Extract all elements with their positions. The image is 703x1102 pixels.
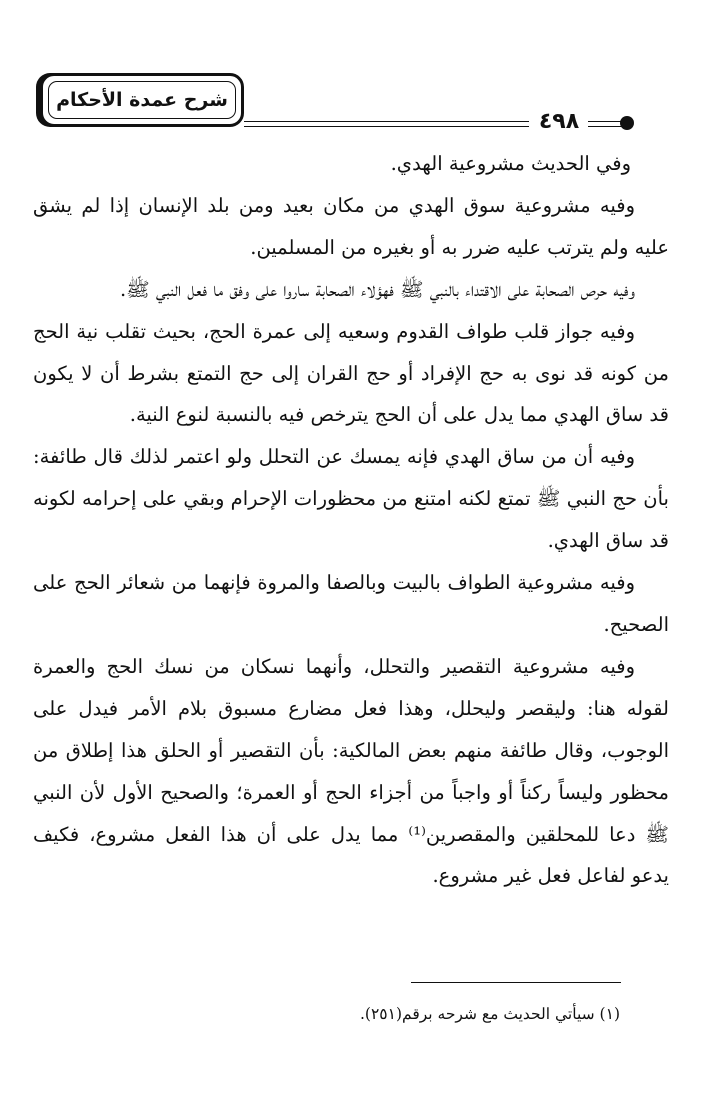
- paragraph-text: وفيه مشروعية سوق الهدي من مكان بعيد ومن بلد الإنسان إذا لم يشق عليه ولم يترتب عليه ضرر به أو بغيره من المسلمين.: [33, 193, 669, 259]
- paragraph-text: وفي الحديث مشروعية الهدي.: [390, 152, 631, 175]
- header-rule: [244, 121, 529, 122]
- book-title-frame: [40, 73, 244, 127]
- book-title: شرح عمدة الأحكام: [48, 81, 236, 119]
- page-number: ٤٩٨: [538, 109, 580, 134]
- paragraph-text: وفيه مشروعية الطواف بالبيت وبالصفا والمروة فإنهما من شعائر الحج على الصحيح.: [33, 571, 669, 636]
- body-text: [33, 143, 669, 897]
- page-number-rule: [588, 121, 624, 122]
- footnote: (١) سيأتي الحديث مع شرحه برقم(٢٥١).: [360, 1005, 620, 1023]
- header-rule: [244, 126, 529, 127]
- paragraph-text: وفيه أن من ساق الهدي فإنه يمسك عن التحلل ولو اعتمر لذلك قال طائفة: بأن حج النبي ﷺ تمتع لكنه امتنع من محظورات الإحرام وبقي على إحرامه لكونه قد ساق الهدي.: [33, 445, 669, 553]
- paragraph: [33, 143, 669, 185]
- page-number-rule: [588, 126, 624, 127]
- paragraph: [33, 185, 669, 269]
- paragraph: [33, 311, 669, 437]
- paragraph: [33, 436, 669, 562]
- paragraph-text: وفيه حرص الصحابة على الاقتداء بالنبي ﷺ فهؤلاء الصحابة ساروا على وفق ما فعل النبي ﷺ.: [119, 277, 635, 301]
- paragraph-text: وفيه مشروعية التقصير والتحلل، وأنهما نسكان من نسك الحج والعمرة لقوله هنا: وليقصر وليحلل، وهذا فعل مضارع مسبوق بلام الأمر فيدل على الوجوب، وقال طائفة منهم بعض المالكية: بأن التقصير أو الحلق هذا إطلاق من محظور وليساً ركناً أو واجباً من أجزاء الحج أو العمرة؛ والصحيح الأول لأن النبي ﷺ دعا للمحلقين والمقصرين⁽¹⁾ مما يدل على أن هذا الفعل مشروع، فكيف يدعو لفاعل فعل غير مشروع.: [33, 654, 669, 888]
- footnote-separator: [411, 982, 621, 983]
- ornament-dot-icon: [620, 116, 634, 130]
- paragraph: [33, 269, 669, 311]
- paragraph: [33, 646, 669, 897]
- paragraph-text: وفيه جواز قلب طواف القدوم وسعيه إلى عمرة الحج، بحيث تقلب نية الحج من كونه قد نوى به حج الإفراد أو حج القران إلى حج التمتع بشرط أن لا يكون قد ساق الهدي مما يدل على أن الحج يترخص فيه بالنسبة لنوع النية.: [33, 319, 669, 427]
- paragraph: [33, 562, 669, 646]
